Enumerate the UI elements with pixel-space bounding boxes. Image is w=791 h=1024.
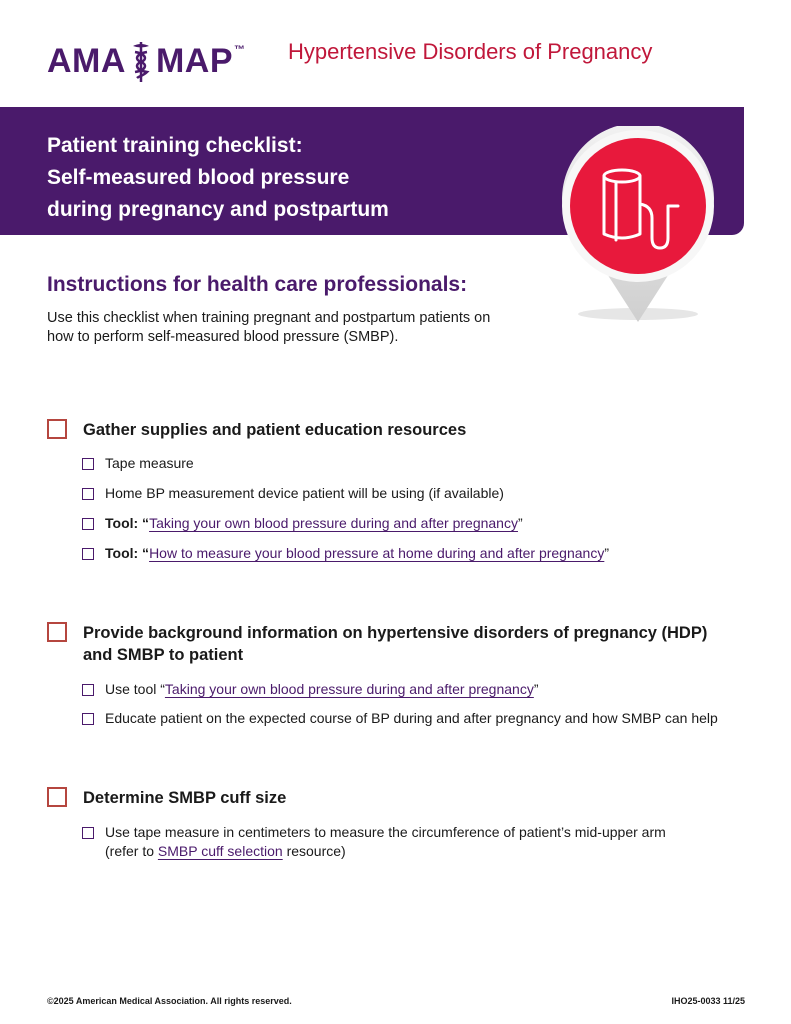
logo-ama-text: AMA xyxy=(47,42,126,80)
section-title xyxy=(83,622,707,666)
item-prefix: (refer to xyxy=(105,843,158,859)
item-text-line-1: Use tape measure in centimeters to measure the circumference of patient’s mid-upper arm xyxy=(105,824,666,840)
section-checkbox[interactable] xyxy=(47,622,67,642)
item-checkbox[interactable] xyxy=(82,684,94,696)
item-checkbox[interactable] xyxy=(82,827,94,839)
item-text: Tape measure xyxy=(105,455,194,471)
section-title-line-2: and SMBP to patient xyxy=(83,646,244,664)
item-suffix: ” xyxy=(533,681,539,697)
item-checkbox[interactable] xyxy=(82,548,94,560)
title-line-2: Self-measured blood pressure xyxy=(47,166,350,189)
section-title: Determine SMBP cuff size xyxy=(83,789,287,807)
item-checkbox[interactable] xyxy=(82,488,94,500)
item-prefix: Use tool “ xyxy=(105,681,165,697)
checklist-item xyxy=(47,514,761,533)
checklist-item xyxy=(47,823,761,861)
item-text: Home BP measurement device patient will be using (if available) xyxy=(105,485,504,501)
section-checkbox[interactable] xyxy=(47,419,67,439)
program-title: Hypertensive Disorders of Pregnancy xyxy=(288,39,653,64)
item-text: Educate patient on the expected course of BP during and after pregnancy and how SMBP can help xyxy=(105,710,718,726)
item-suffix: resource) xyxy=(282,843,346,859)
page-title xyxy=(47,130,389,226)
item-prefix: Tool: “ xyxy=(105,515,150,531)
title-line-1: Patient training checklist: xyxy=(47,134,303,157)
item-checkbox[interactable] xyxy=(82,458,94,470)
checklist-item xyxy=(47,544,761,563)
section-title-line-1: Provide background information on hypertensive disorders of pregnancy (HDP) xyxy=(83,624,708,642)
item-checkbox[interactable] xyxy=(82,713,94,725)
item-suffix: ” xyxy=(517,515,523,531)
checklist-item xyxy=(47,680,761,699)
instructions-body: Use this checklist when training pregnant and postpartum patients on how to perform self-measured blood pressure (SMBP). xyxy=(47,310,491,345)
trademark-symbol: ™ xyxy=(234,44,245,56)
tool-link-taking-bp[interactable]: Taking your own blood pressure during and after pregnancy xyxy=(149,515,518,531)
section-title: Gather supplies and patient education resources xyxy=(83,421,467,439)
checklist-section-background xyxy=(47,622,761,728)
checklist-item xyxy=(47,454,761,473)
section-checkbox[interactable] xyxy=(47,787,67,807)
checklist-item xyxy=(47,709,761,728)
checklist-section-cuff-size xyxy=(47,787,761,861)
ama-map-logo xyxy=(47,34,245,78)
tool-link-taking-bp[interactable]: Taking your own blood pressure during and after pregnancy xyxy=(164,681,534,697)
document-id: IHO25-0033 11/25 xyxy=(671,996,745,1006)
caduceus-icon xyxy=(129,40,153,84)
item-suffix: ” xyxy=(604,545,609,561)
checklist-item xyxy=(47,484,761,503)
copyright-text: ©2025 American Medical Association. All rights reserved. xyxy=(47,996,292,1006)
item-checkbox[interactable] xyxy=(82,518,94,530)
map-pin-icon xyxy=(556,126,720,326)
instructions-heading: Instructions for health care professionals: xyxy=(47,273,468,296)
tool-link-measure-bp-home[interactable]: How to measure your blood pressure at home during and after pregnancy xyxy=(149,545,605,561)
title-line-3: during pregnancy and postpartum xyxy=(47,198,389,221)
checklist-section-supplies xyxy=(47,419,761,563)
logo-map-text: MAP xyxy=(155,42,233,80)
item-prefix: Tool: “ xyxy=(105,545,150,561)
cuff-selection-link[interactable]: SMBP cuff selection xyxy=(157,843,283,859)
